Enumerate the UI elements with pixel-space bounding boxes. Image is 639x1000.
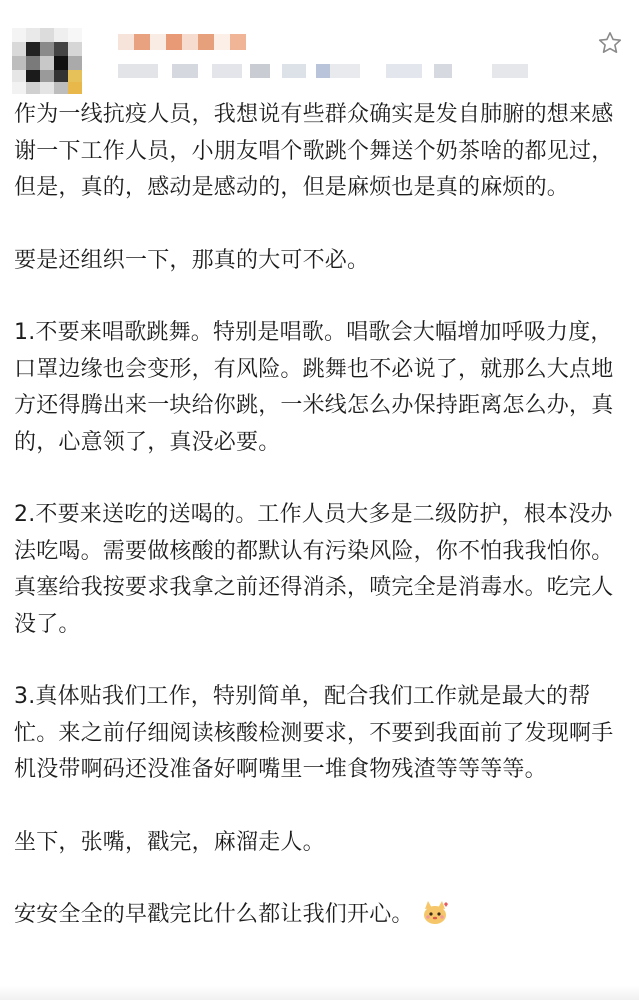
post-header xyxy=(0,0,639,98)
paragraph-point-1: 1.不要来唱歌跳舞。特别是唱歌。唱歌会大幅增加呼吸力度，口罩边缘也会变形，有风险。跳舞也不必说了，就那么大点地方还得腾出来一块给你跳，一米线怎么办保持距离怎么办，真的，心意领了，真没必要。 xyxy=(14,320,614,455)
paragraph-spacer xyxy=(14,461,626,497)
post-meta-blurred xyxy=(118,64,528,80)
paragraph-point-3: 3.真体贴我们工作，特别简单，配合我们工作就是最大的帮忙。来之前仔细阅读核酸检测要求，不要到我面前了发现啊手机没带啊码还没准备好啊嘴里一堆食物残渣等等等等。 xyxy=(14,684,614,782)
paragraph-instructions: 坐下，张嘴，戳完，麻溜走人。 xyxy=(14,829,325,855)
username-blurred[interactable] xyxy=(118,34,246,50)
paragraph-unnecessary: 要是还组织一下，那真的大可不必。 xyxy=(14,247,370,273)
bottom-edge xyxy=(0,986,639,1000)
paragraph-spacer xyxy=(14,207,626,243)
star-outline-icon[interactable] xyxy=(597,30,623,56)
paragraph-spacer xyxy=(14,643,626,679)
paragraph-spacer xyxy=(14,279,626,315)
cute-animal-emoji-icon xyxy=(420,899,450,927)
paragraph-spacer xyxy=(14,861,626,897)
paragraph-closing xyxy=(14,897,626,934)
user-avatar[interactable] xyxy=(12,28,82,94)
paragraph-point-2: 2.不要来送吃的送喝的。工作人员大多是二级防护，根本没办法吃喝。需要做核酸的都默认有污染风险，你不怕我我怕你。真塞给我按要求我拿之前还得消杀，喷完全是消毒水。吃完人没了。 xyxy=(14,502,614,637)
post-body xyxy=(14,97,626,934)
paragraph-spacer xyxy=(14,789,626,825)
closing-text: 安安全全的早戳完比什么都让我们开心。 xyxy=(14,902,414,927)
paragraph-intro: 作为一线抗疫人员，我想说有些群众确实是发自肺腑的想来感谢一下工作人员，小朋友唱个歌跳个舞送个奶茶啥的都见过，但是，真的，感动是感动的，但是麻烦也是真的麻烦的。 xyxy=(14,102,614,200)
